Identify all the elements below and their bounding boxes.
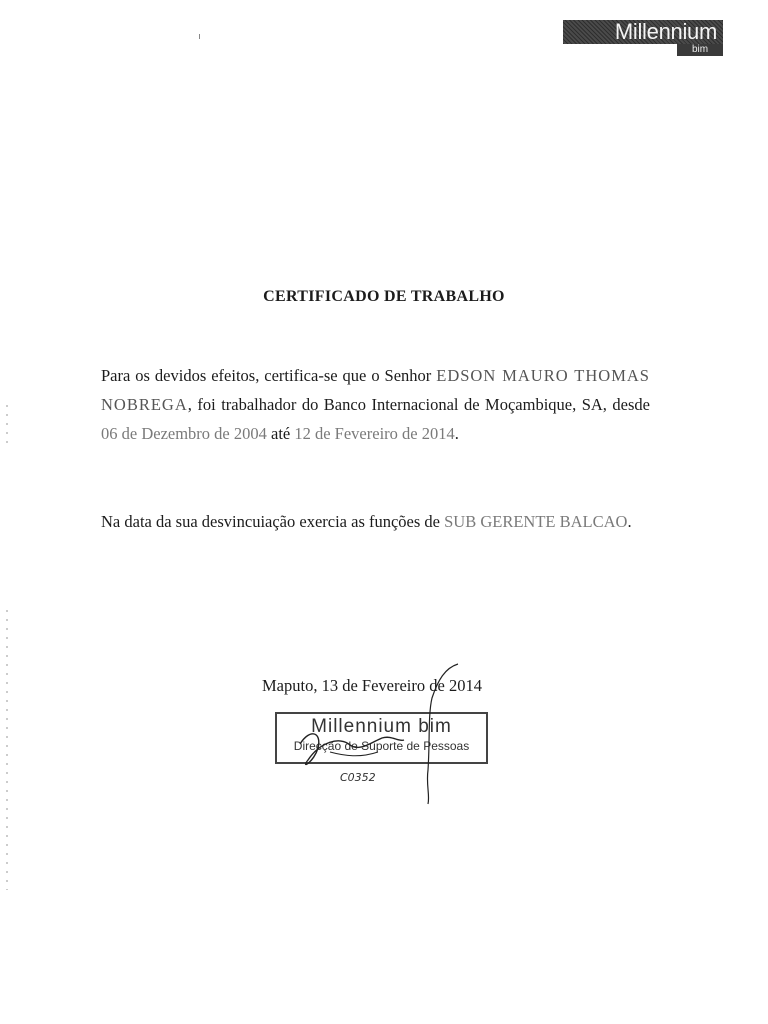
- place-and-date: Maputo, 13 de Fevereiro de 2014: [262, 676, 482, 695]
- start-date: 06 de Dezembro de 2004: [101, 424, 267, 443]
- certification-paragraph: [101, 361, 650, 448]
- paragraph1-prefix: Para os devidos efeitos, certifica-se que o Senhor: [101, 366, 437, 385]
- document-title: CERTIFICADO DE TRABALHO: [263, 288, 505, 305]
- paragraph2-suffix: .: [627, 512, 632, 531]
- paragraph1-connector: até: [266, 424, 295, 443]
- paragraph2-prefix: Na data da sua desvincuiação exercia as funções de: [101, 512, 445, 531]
- logo-sub: bim: [677, 44, 723, 56]
- paragraph1-suffix: .: [454, 424, 459, 443]
- paragraph1-middle: , foi trabalhador do Banco Internacional de Moçambique, SA, desde: [187, 395, 650, 414]
- bank-logo: [563, 20, 723, 58]
- company-stamp: [275, 712, 488, 764]
- logo-sub-row: [563, 44, 723, 56]
- scan-margin-noise: [6, 405, 8, 445]
- scan-mark: [199, 34, 200, 39]
- employee-name: EDSON MAURO THOMAS NOBREGA: [101, 366, 650, 414]
- stamp-department: Direcção de Suporte de Pessoas: [293, 739, 470, 753]
- end-date: 12 de Fevereiro de 2014: [294, 424, 455, 443]
- logo-brand: Millennium: [563, 20, 723, 44]
- scan-margin-noise: [6, 610, 8, 890]
- role-paragraph: [101, 507, 650, 536]
- employee-role: SUB GERENTE BALCAO: [444, 512, 628, 531]
- stamp-handwritten-note: C0352: [340, 771, 376, 784]
- stamp-brand: Millennium bim: [311, 716, 452, 737]
